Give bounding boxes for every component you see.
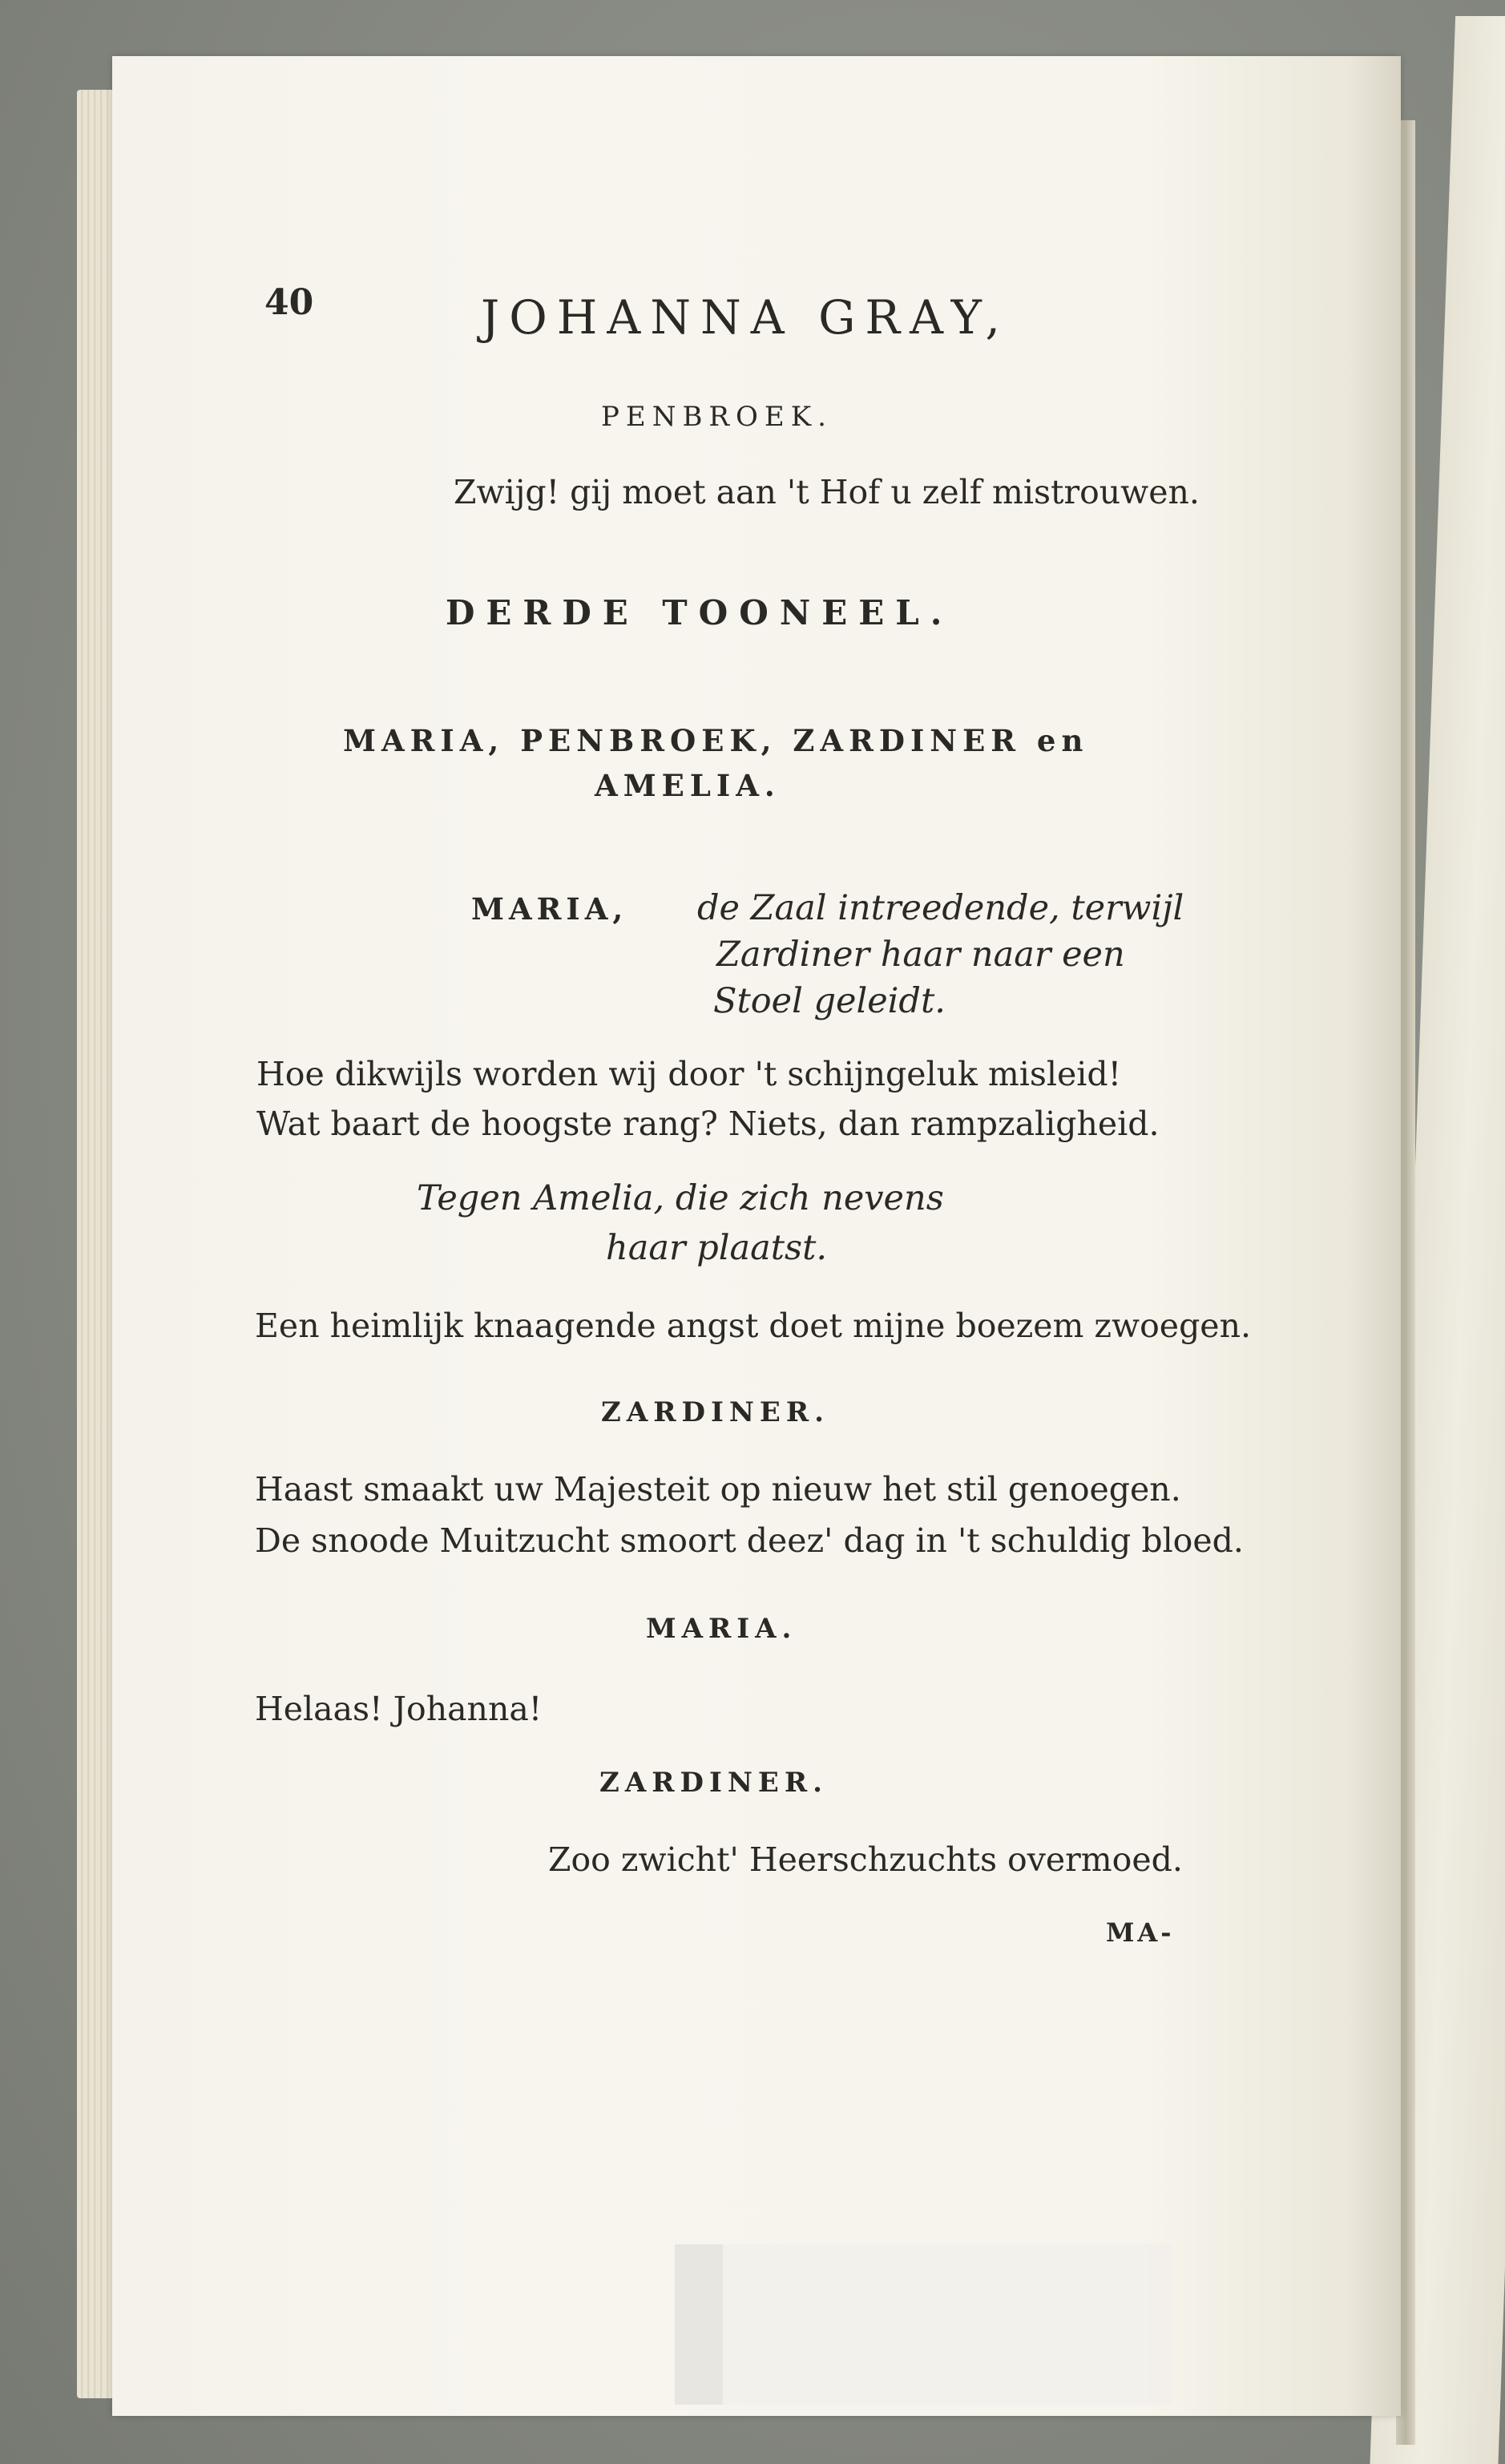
cast-list-line-2: AMELIA. [595,768,781,803]
verse-line-1: Zwijg! gij moet aan 't Hof u zelf mistrouwen. [454,473,1200,511]
verse-line-8: Zoo zwicht' Heerschzuchts overmoed. [548,1840,1183,1879]
scene-heading: DERDE TOONEEL. [446,593,954,632]
verse-line-2: Hoe dikwijls worden wij door 't schijngeluk misleid! [256,1055,1122,1093]
stage-direction-line-1: de Zaal intreedende, terwijl [697,888,1184,928]
stage-direction-line-3: Stoel geleidt. [713,981,946,1021]
speaker-zardiner-2: ZARDINER. [599,1767,828,1799]
speaker-maria: MARIA. [646,1613,797,1645]
verse-line-3: Wat baart de hoogste rang? Niets, dan rampzaligheid. [256,1105,1160,1143]
verse-line-7: Helaas! Johanna! [255,1690,543,1728]
verse-line-4: Een heimlijk knaagende angst doet mijne boezem zwoegen. [255,1307,1252,1345]
stage-direction-line-4: Tegen Amelia, die zich nevens [417,1178,944,1218]
speaker-penbroek: PENBROEK. [601,401,833,433]
verse-line-5: Haast smaakt uw Majesteit op nieuw het stil genoegen. [255,1470,1181,1509]
page-number: 40 [264,282,314,323]
running-title: JOHANNA GRAY, [481,290,1010,345]
stage-direction-speaker: MARIA, [471,891,628,927]
verse-line-6: De snoode Muitzucht smoort deez' dag in 't schuldig bloed. [255,1521,1244,1560]
speaker-zardiner: ZARDINER. [601,1396,829,1428]
stage-direction-line-5: haar plaatst. [606,1228,828,1268]
stage-direction-line-2: Zardiner haar naar een [716,935,1125,975]
cast-list-line-1: MARIA, PENBROEK, ZARDINER en [343,723,1089,758]
catchword: MA- [1106,1917,1175,1948]
redaction-block [675,2244,1172,2405]
redaction-edge [675,2244,723,2405]
